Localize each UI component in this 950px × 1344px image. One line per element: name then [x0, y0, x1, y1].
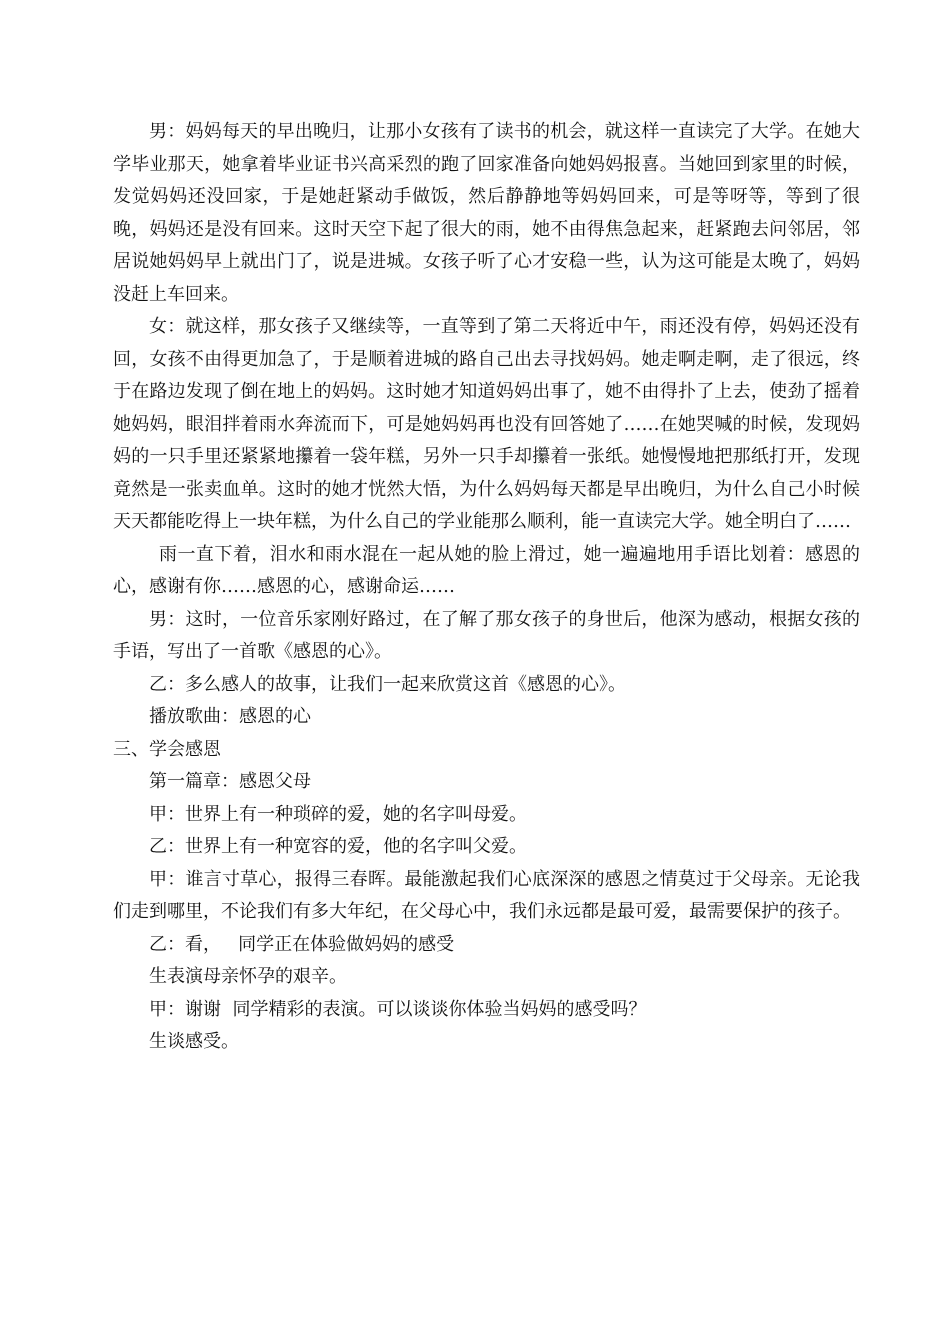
- paragraph-yi-appreciate: 乙：多么感人的故事，让我们一起来欣赏这首《感恩的心》。: [149, 673, 626, 695]
- paragraph-rain-sign-language: 雨一直下着，泪水和雨水混在一起从她的脸上滑过，她一遍遍地用手语比划着：感恩的心，感谢有你……感恩的心，感谢命运……: [113, 543, 860, 597]
- paragraph-yi-father-love: 乙：世界上有一种宽容的爱，他的名字叫父爱。: [149, 836, 527, 857]
- paragraph-yi-look: 乙：看， 同学正在体验做妈妈的感受: [149, 933, 455, 955]
- paragraph-jia-mother-love: 甲：世界上有一种琐碎的爱，她的名字叫母爱。: [149, 803, 527, 825]
- paragraph-male-story-1: 男：妈妈每天的早出晚归，让那小女孩有了读书的机会，就这样一直读完了大学。在她大学毕业那天，她拿着毕业证书兴高采烈的跑了回家准备向她妈妈报喜。当她回到家里的时候，发觉妈妈还没回家，于是她赶紧动手做饭，然后静静地等妈妈回来，可是等呀等，等到了很晚，妈妈还是没有回来。这时天空下起了很大的雨，她不由得焦急起来，赶紧跑去问邻居，邻居说她妈妈早上就出门了，说是进城。女孩子听了心才安稳一些，认为这可能是太晚了，妈妈没赶上车回来。: [113, 121, 860, 305]
- document-page: [113, 116, 860, 1059]
- section-heading-learn-gratitude: 三、学会感恩: [113, 738, 221, 760]
- paragraph-male-musician: 男：这时，一位音乐家刚好路过，在了解了那女孩子的身世后，他深为感动，根据女孩的手语，写出了一首歌《感恩的心》。: [113, 608, 860, 662]
- paragraph-jia-thanks: 甲：谢谢 同学精彩的表演。可以谈谈你体验当妈妈的感受吗？: [149, 998, 647, 1020]
- paragraph-jia-parents: 甲：谁言寸草心，报得三春晖。最能激起我们心底深深的感恩之情莫过于父母亲。无论我们走到哪里，不论我们有多大年纪，在父母心中，我们永远都是最可爱，最需要保护的孩子。: [113, 868, 860, 922]
- paragraph-student-feelings: 生谈感受。: [149, 1031, 239, 1052]
- paragraph-student-performance: 生表演母亲怀孕的艰辛。: [149, 966, 347, 987]
- chapter-heading-parents: 第一篇章：感恩父母: [149, 771, 311, 792]
- paragraph-female-story: 女：就这样，那女孩子又继续等，一直等到了第二天将近中午，雨还没有停，妈妈还没有回，女孩不由得更加急了，于是顺着进城的路自己出去寻找妈妈。她走啊走啊，走了很远，终于在路边发现了倒在地上的妈妈。这时她才知道妈妈出事了，她不由得扑了上去，使劲了摇着她妈妈，眼泪拌着雨水奔流而下，可是她妈妈再也没有回答她了……在她哭喊的时候，发现妈妈的一只手里还紧紧地攥着一袋年糕，另外一只手却攥着一张纸。她慢慢地把那纸打开，发现竟然是一张卖血单。这时的她才恍然大悟，为什么妈妈每天都是早出晚归，为什么自己小时候天天都能吃得上一块年糕，为什么自己的学业能那么顺利，能一直读完大学。她全明白了……: [113, 316, 860, 532]
- paragraph-play-song: 播放歌曲：感恩的心: [149, 706, 311, 727]
